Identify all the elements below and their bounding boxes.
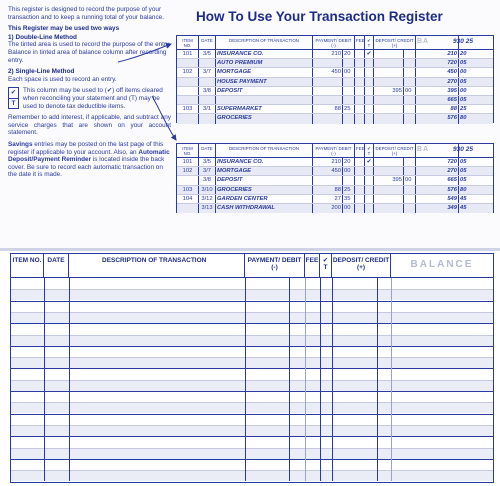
- header-balance: BA: [416, 144, 459, 157]
- payment-cell: [313, 87, 343, 95]
- payment-cents-cell: 25: [343, 105, 355, 113]
- balance-cents-cell: 20: [460, 51, 467, 57]
- register-entry-line[interactable]: [11, 425, 493, 436]
- check-cell: [365, 186, 374, 194]
- savings-paragraph: [8, 141, 171, 179]
- deposit-cell: [374, 114, 404, 123]
- item-no-cell: [177, 87, 199, 95]
- payment-cents-cell: 00: [343, 68, 355, 76]
- date-cell: 3/1: [199, 105, 216, 113]
- payment-cents-cell: 35: [343, 195, 355, 203]
- balance-cents-cell: 05: [460, 177, 467, 184]
- register-entry-line[interactable]: [11, 402, 493, 413]
- balance-cell: 576: [416, 114, 459, 123]
- balance-cell: 210: [416, 50, 459, 58]
- register-entry-line[interactable]: [11, 391, 493, 402]
- payment-cell: [313, 78, 343, 86]
- register-column-rule: [332, 278, 333, 481]
- deposit-cents-cell: [404, 167, 416, 175]
- check-column-note: [8, 87, 171, 110]
- register-entry-line[interactable]: [11, 278, 493, 289]
- deposit-cents-cell: [404, 96, 416, 104]
- item-no-cell: [177, 78, 199, 86]
- description-cell: AUTO PREMIUM: [216, 59, 313, 67]
- method1-title: 1) Double-Line Method: [8, 33, 77, 41]
- deposit-cents-cell: [404, 78, 416, 86]
- reg-header-payment: PAYMENT/ DEBIT (-): [245, 254, 305, 277]
- deposit-cell: [374, 158, 404, 166]
- reg-header-date: DATE: [44, 254, 69, 277]
- reg-header-deposit: DEPOSIT/ CREDIT (+): [332, 254, 391, 277]
- example-header-row: [177, 36, 493, 50]
- description-cell: MORTGAGE: [216, 167, 313, 175]
- description-cell: DEPOSIT: [216, 87, 313, 95]
- balance-cell: 665: [416, 96, 459, 104]
- reg-header-description: DESCRIPTION OF TRANSACTION: [69, 254, 245, 277]
- date-cell: 3/8: [199, 176, 216, 184]
- instructions-column: [8, 6, 171, 183]
- item-no-cell: 103: [177, 186, 199, 194]
- payment-cell: [313, 96, 343, 104]
- deposit-cents-cell: [404, 204, 416, 213]
- single-line-example: [176, 143, 494, 213]
- deposit-cell: [374, 204, 404, 213]
- deposit-cell: [374, 59, 404, 67]
- deposit-cell: [374, 186, 404, 194]
- balance-cell: 720: [416, 59, 459, 67]
- description-cell: GROCERIES: [216, 186, 313, 194]
- example-row: [177, 105, 493, 114]
- check-cell: [365, 68, 374, 76]
- description-cell: HOUSE PAYMENT: [216, 78, 313, 86]
- balance-cents-cell: 05: [460, 96, 467, 103]
- reg-header-balance: BALANCE: [410, 259, 474, 270]
- description-cell: GROCERIES: [216, 114, 313, 123]
- header-date: DATE: [199, 144, 216, 157]
- check-cell: [365, 96, 374, 104]
- description-cell: [216, 96, 313, 104]
- intro-paragraph: This register is designed to record the purpose of your transaction and to keep a running total of your balance.: [8, 6, 164, 21]
- balance-cents-cell: 05: [460, 168, 467, 175]
- deposit-cell: [374, 68, 404, 76]
- description-cell: MORTGAGE: [216, 68, 313, 76]
- payment-cell: [313, 114, 343, 123]
- register-entry-line[interactable]: [11, 470, 493, 481]
- item-no-cell: 103: [177, 105, 199, 113]
- opening-balance: [453, 36, 493, 49]
- register-entry-line[interactable]: [11, 312, 493, 323]
- payment-cell: 450: [313, 68, 343, 76]
- payment-cents-cell: [343, 59, 355, 67]
- item-no-cell: [177, 176, 199, 184]
- opening-balance-amount: 930: [453, 146, 464, 153]
- opening-balance-cents: 25: [465, 146, 473, 153]
- balance-cents-cell: 80: [460, 186, 467, 193]
- payment-cents-cell: 20: [343, 158, 355, 166]
- register-column-rule: [245, 278, 246, 481]
- header-check: ✔ T: [365, 36, 374, 49]
- balance-cents-cell: 00: [460, 87, 467, 94]
- payment-cents-cell: [343, 78, 355, 86]
- fee-cell: [355, 105, 365, 113]
- header-payment: PAYMENT/ DEBIT (-): [313, 144, 355, 157]
- reg-header-check: ✔ T: [320, 254, 332, 277]
- description-cell: CASH WITHDRAWAL: [216, 204, 313, 213]
- balance-cell: 450: [416, 68, 459, 76]
- fee-cell: [355, 195, 365, 203]
- example-row: [177, 59, 493, 68]
- register-entry-line[interactable]: [11, 380, 493, 391]
- balance-cell: 270: [416, 167, 459, 175]
- payment-cents-cell: 20: [343, 50, 355, 58]
- deposit-cell: [374, 105, 404, 113]
- check-cell: [365, 195, 374, 203]
- payment-cents-cell: [343, 176, 355, 184]
- item-no-cell: [177, 59, 199, 67]
- item-no-cell: 104: [177, 195, 199, 203]
- example-row: [177, 114, 493, 123]
- check-cell: [365, 87, 374, 95]
- date-cell: 3/12: [199, 195, 216, 203]
- payment-cents-cell: [343, 87, 355, 95]
- header-check: ✔ T: [365, 144, 374, 157]
- reg-header-fee: FEE: [305, 254, 320, 277]
- balance-cents-cell: 00: [460, 69, 467, 76]
- item-no-cell: [177, 96, 199, 104]
- register-entry-line[interactable]: [11, 335, 493, 346]
- t-letter: T: [9, 98, 18, 108]
- register-entry-line[interactable]: [11, 368, 493, 379]
- date-cell: [199, 78, 216, 86]
- balance-cell: 349: [416, 204, 459, 213]
- fee-cell: [355, 167, 365, 175]
- register-entry-line[interactable]: [11, 436, 493, 447]
- deposit-cents-cell: [404, 158, 416, 166]
- register-column-rule: [391, 278, 392, 481]
- check-cell: [365, 105, 374, 113]
- register-column-rule: [69, 278, 70, 481]
- example-row: [177, 195, 493, 204]
- check-cell: [365, 59, 374, 67]
- example-row: [177, 96, 493, 105]
- check-cell: ✔: [365, 50, 374, 58]
- register-entry-line[interactable]: [11, 301, 493, 312]
- example-row: [177, 167, 493, 176]
- savings-label: Savings: [8, 140, 33, 148]
- deposit-cents-cell: [404, 105, 416, 113]
- fee-cell: [355, 59, 365, 67]
- balance-cell: 720: [416, 158, 459, 166]
- payment-cents-cell: 00: [343, 204, 355, 213]
- checkmark-icon: ✔: [10, 89, 17, 97]
- register-entry-line[interactable]: [11, 346, 493, 357]
- opening-balance-cents: 25: [465, 38, 473, 45]
- payment-cell: 450: [313, 167, 343, 175]
- register-entry-line[interactable]: [11, 323, 493, 334]
- item-no-cell: 102: [177, 167, 199, 175]
- opening-balance: [453, 144, 493, 157]
- example-row: [177, 204, 493, 213]
- example-row: [177, 158, 493, 167]
- balance-cents-cell: 45: [460, 195, 467, 202]
- deposit-cents-cell: [404, 50, 416, 58]
- header-description: DESCRIPTION OF TRANSACTION: [216, 144, 313, 157]
- deposit-cell: 395: [374, 176, 404, 184]
- balance-cell: 576: [416, 186, 459, 194]
- balance-cell: 395: [416, 87, 459, 95]
- date-cell: [199, 96, 216, 104]
- deposit-cents-cell: 00: [404, 176, 416, 184]
- example-header-row: [177, 144, 493, 158]
- item-no-cell: 101: [177, 158, 199, 166]
- fee-cell: [355, 68, 365, 76]
- fee-cell: [355, 87, 365, 95]
- register-column-rule: [289, 278, 290, 481]
- balance-cents-cell: 45: [460, 204, 467, 211]
- payment-cell: 210: [313, 50, 343, 58]
- payment-cell: 210: [313, 158, 343, 166]
- balance-cents-cell: 25: [460, 106, 467, 113]
- check-cell: [365, 114, 374, 123]
- deposit-cents-cell: 00: [404, 87, 416, 95]
- header-fee: FEE: [355, 144, 365, 157]
- register-column-rule: [305, 278, 306, 481]
- description-cell: INSURANCE CO.: [216, 158, 313, 166]
- fee-cell: [355, 186, 365, 194]
- header-deposit: DEPOSIT/ CREDIT (+): [374, 36, 416, 49]
- fee-cell: [355, 158, 365, 166]
- header-description: DESCRIPTION OF TRANSACTION: [216, 36, 313, 49]
- fee-cell: [355, 96, 365, 104]
- header-deposit: DEPOSIT/ CREDIT (+): [374, 144, 416, 157]
- example-row: [177, 176, 493, 185]
- deposit-cents-cell: [404, 114, 416, 123]
- balance-cell: 549: [416, 195, 459, 203]
- deposit-cell: [374, 50, 404, 58]
- header-fee: FEE: [355, 36, 365, 49]
- date-cell: 3/7: [199, 167, 216, 175]
- payment-cents-cell: 00: [343, 167, 355, 175]
- date-cell: 3/10: [199, 186, 216, 194]
- example-row: [177, 186, 493, 195]
- header-item-no: ITEM NO.: [177, 144, 199, 157]
- example1-rows: [177, 50, 493, 124]
- check-text: This column may be used to (✔) off items cleared when reconciling your statement and (T) may be used to denote tax deductible items.: [23, 87, 163, 110]
- example2-rows: [177, 158, 493, 213]
- check-cell: [365, 167, 374, 175]
- description-cell: SUPERMARKET: [216, 105, 313, 113]
- method2-text: Each space is used to record an entry.: [8, 75, 117, 83]
- balance-cents-cell: 05: [460, 159, 467, 165]
- item-no-cell: [177, 204, 199, 213]
- register-entry-line[interactable]: [11, 459, 493, 470]
- reg-header-item-no: ITEM NO.: [11, 254, 44, 277]
- payment-cents-cell: [343, 114, 355, 123]
- header-item-no: ITEM NO.: [177, 36, 199, 49]
- header-payment: PAYMENT/ DEBIT (-): [313, 36, 355, 49]
- register-body: [11, 278, 493, 481]
- payment-cell: 88: [313, 186, 343, 194]
- payment-cents-cell: 25: [343, 186, 355, 194]
- payment-cell: 27: [313, 195, 343, 203]
- fee-cell: [355, 114, 365, 123]
- remember-text: Remember to add interest, if applicable, and subtract any service charges that are shown on your account statement.: [8, 114, 171, 137]
- deposit-cell: 395: [374, 87, 404, 95]
- transaction-register: [10, 253, 494, 483]
- balance-cell: 270: [416, 78, 459, 86]
- register-column-rule: [44, 278, 45, 481]
- fee-cell: [355, 176, 365, 184]
- description-cell: INSURANCE CO.: [216, 50, 313, 58]
- example-row: [177, 87, 493, 96]
- register-entry-line[interactable]: [11, 289, 493, 300]
- deposit-cell: [374, 195, 404, 203]
- fee-cell: [355, 78, 365, 86]
- deposit-cents-cell: [404, 59, 416, 67]
- opening-balance-amount: 930: [453, 38, 464, 45]
- description-cell: GARDEN CENTER: [216, 195, 313, 203]
- auto-reminder-label: Automatic Deposit/Payment Reminder: [8, 148, 170, 164]
- balance-cents-cell: 05: [460, 78, 467, 85]
- deposit-cell: [374, 78, 404, 86]
- fee-cell: [355, 204, 365, 213]
- deposit-cents-cell: [404, 68, 416, 76]
- description-cell: DEPOSIT: [216, 176, 313, 184]
- balance-cents-cell: 80: [460, 115, 467, 122]
- date-cell: [199, 114, 216, 123]
- deposit-cell: [374, 167, 404, 175]
- payment-cell: 200: [313, 204, 343, 213]
- item-no-cell: 101: [177, 50, 199, 58]
- balance-cell: 665: [416, 176, 459, 184]
- date-cell: 3/5: [199, 158, 216, 166]
- check-cell: [365, 176, 374, 184]
- header-date: DATE: [199, 36, 216, 49]
- register-column-rule: [320, 278, 321, 481]
- fee-cell: [355, 50, 365, 58]
- date-cell: 3/5: [199, 50, 216, 58]
- header-balance: BA: [416, 36, 459, 49]
- register-entry-line[interactable]: [11, 357, 493, 368]
- page-title: How To Use Your Transaction Register: [196, 9, 443, 24]
- deposit-cell: [374, 96, 404, 104]
- balance-cell: 88: [416, 105, 459, 113]
- register-entry-line[interactable]: [11, 448, 493, 459]
- deposit-cents-cell: [404, 186, 416, 194]
- payment-cents-cell: [343, 96, 355, 104]
- auto-reminder-text: is located inside the back cover. Be sure to record each automatic transaction on the date it is made.: [8, 156, 165, 179]
- payment-cell: [313, 176, 343, 184]
- register-entry-line[interactable]: [11, 414, 493, 425]
- register-header-row: [11, 254, 493, 278]
- two-ways-heading: This Register may be used two ways: [8, 25, 120, 33]
- deposit-cents-cell: [404, 195, 416, 203]
- double-line-example: [176, 35, 494, 123]
- payment-cell: [313, 59, 343, 67]
- check-cell: ✔: [365, 158, 374, 166]
- example-row: [177, 68, 493, 77]
- payment-cell: 88: [313, 105, 343, 113]
- check-cell: [365, 204, 374, 213]
- example-row: [177, 50, 493, 59]
- method1-text: The tinted area is used to record the purpose of the entry. Balance in tinted area of balance column after recording entry.: [8, 41, 171, 64]
- item-no-cell: 102: [177, 68, 199, 76]
- date-cell: 3/13: [199, 204, 216, 213]
- item-no-cell: [177, 114, 199, 123]
- example-row: [177, 78, 493, 87]
- date-cell: 3/7: [199, 68, 216, 76]
- date-cell: [199, 59, 216, 67]
- check-t-box-icon: [8, 87, 19, 109]
- balance-cents-cell: 05: [460, 60, 467, 67]
- savings-text: entries may be posted on the last page of this register if applicable to your account. Also, an: [8, 140, 164, 156]
- check-cell: [365, 78, 374, 86]
- register-column-rule: [377, 278, 378, 481]
- method2-title: 2) Single-Line Method: [8, 68, 75, 76]
- date-cell: 3/8: [199, 87, 216, 95]
- page-fold: [0, 248, 500, 251]
